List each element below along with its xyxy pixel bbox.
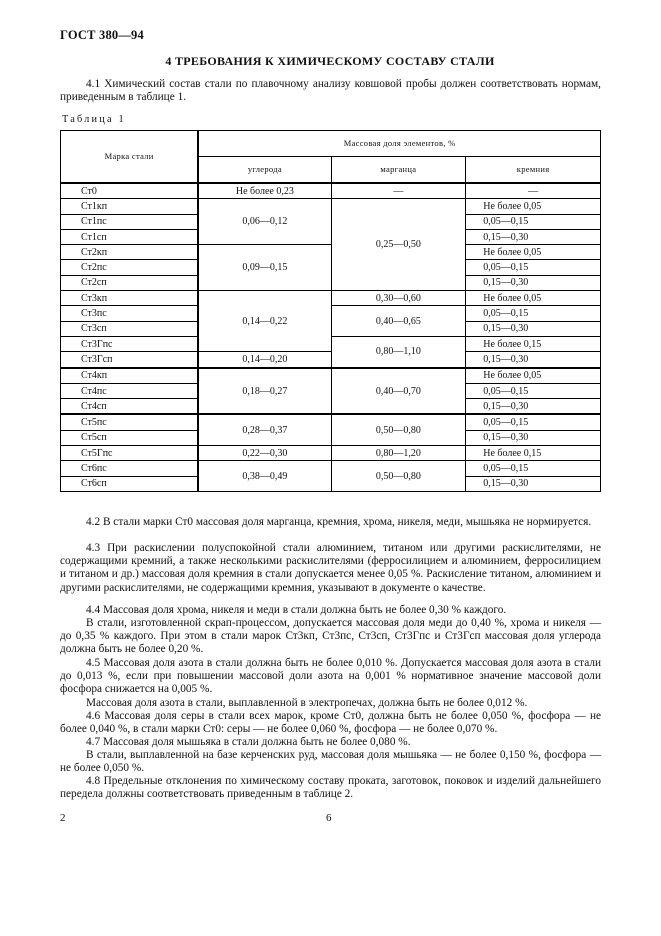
page-number: 6	[326, 812, 332, 824]
table-row	[61, 352, 601, 368]
grade-cell: Ст3кп	[61, 291, 199, 306]
silicon-cell: 0,05—0,15	[466, 260, 601, 275]
table-row	[61, 291, 601, 306]
table-row	[61, 368, 601, 384]
carbon-cell: 0,38—0,49	[198, 461, 331, 492]
silicon-cell: Не более 0,05	[466, 368, 601, 384]
grade-cell: Ст5пс	[61, 414, 199, 430]
silicon-cell: 0,05—0,15	[466, 461, 601, 476]
paragraph-4-3: 4.3 При раскислении полуспокойной стали алюминием, титаном или другими раскислителями, не содержащими кремний, а также несколькими раскислителями (ферросилицием и алюминием, ферросилицием и титаном и др.) массовая доля кремния в стали допускается менее 0,05 %. Раскисление титаном, алюминием и другими раскислителями, не содержащими кремния, указывают в документе о качестве.	[60, 542, 601, 594]
silicon-cell: 0,05—0,15	[466, 383, 601, 398]
carbon-cell: 0,22—0,30	[198, 446, 331, 461]
table-row	[61, 414, 601, 430]
grade-cell: Ст3Гсп	[61, 352, 199, 368]
paragraph-4-1: 4.1 Химический состав стали по плавочному анализу ковшовой пробы должен соответствовать нормам, приведенным в таблице 1.	[60, 78, 601, 104]
carbon-cell: Не более 0,23	[198, 183, 331, 199]
paragraph-4-7-kerch: В стали, выплавленной на базе керченских руд, массовая доля мышьяка — не более 0,150 %, фосфора — не более 0,050 %.	[60, 749, 601, 775]
manganese-cell: 0,80—1,20	[331, 446, 466, 461]
silicon-cell: —	[466, 183, 601, 199]
grade-cell: Ст3сп	[61, 321, 199, 336]
silicon-cell: 0,15—0,30	[466, 430, 601, 445]
grade-cell: Ст0	[61, 183, 199, 199]
table-row	[61, 199, 601, 214]
silicon-cell: 0,15—0,30	[466, 321, 601, 336]
paragraph-4-4: 4.4 Массовая доля хрома, никеля и меди в стали должна быть не более 0,30 % каждого.	[86, 604, 507, 616]
grade-cell: Ст5сп	[61, 430, 199, 445]
table-caption: Таблица 1	[62, 114, 126, 125]
grade-cell: Ст3пс	[61, 306, 199, 321]
grade-cell: Ст1пс	[61, 214, 199, 229]
carbon-cell: 0,28—0,37	[198, 414, 331, 445]
manganese-cell: 0,30—0,60	[331, 291, 466, 306]
manganese-cell: 0,50—0,80	[331, 414, 466, 445]
grade-cell: Ст3Гпс	[61, 336, 199, 351]
paragraph-4-2: 4.2 В стали марки Ст0 массовая доля марганца, кремния, хрома, никеля, меди, мышьяка не нормируется.	[86, 516, 592, 528]
footer-left-number: 2	[60, 812, 66, 824]
grade-cell: Ст6сп	[61, 476, 199, 491]
paragraph-4-8: 4.8 Предельные отклонения по химическому составу проката, заготовок, поковок и изделий дальнейшего передела должны соответствовать приведенным в таблице 2.	[60, 775, 601, 801]
silicon-cell: Не более 0,05	[466, 245, 601, 260]
silicon-cell: 0,15—0,30	[466, 275, 601, 290]
table-row	[61, 306, 601, 321]
header-carbon: углерода	[198, 157, 331, 184]
carbon-cell: 0,06—0,12	[198, 199, 331, 245]
silicon-cell: Не более 0,15	[466, 446, 601, 461]
table-row	[61, 336, 601, 351]
table-row	[61, 446, 601, 461]
carbon-cell: 0,09—0,15	[198, 245, 331, 291]
paragraph-4-4-scrap: В стали, изготовленной скрап-процессом, допускается массовая доля меди до 0,40 %, хрома и никеля — до 0,35 % каждого. При этом в стали марок Ст3кп, Ст3пс, Ст3сп, Ст3Гпс и Ст3Гсп массовая доля углерода должна быть не более 0,20 %.	[60, 617, 601, 656]
manganese-cell: —	[331, 183, 466, 199]
carbon-cell: 0,14—0,20	[198, 352, 331, 368]
grade-cell: Ст2кп	[61, 245, 199, 260]
chemical-composition-table	[60, 130, 601, 492]
silicon-cell: 0,15—0,30	[466, 229, 601, 244]
standard-code: ГОСТ 380—94	[60, 28, 144, 42]
silicon-cell: 0,05—0,15	[466, 306, 601, 321]
grade-cell: Ст4кп	[61, 368, 199, 384]
silicon-cell: 0,15—0,30	[466, 352, 601, 368]
silicon-cell: 0,15—0,30	[466, 399, 601, 415]
manganese-cell: 0,50—0,80	[331, 461, 466, 492]
paragraph-4-5: 4.5 Массовая доля азота в стали должна быть не более 0,010 %. Допускается массовая доля азота в стали до 0,013 %, если при повышении массовой доли азота на 0,001 % нормативное значение массовой доли фосфора снижается на 0,005 %.	[60, 657, 601, 696]
grade-cell: Ст4пс	[61, 383, 199, 398]
silicon-cell: 0,05—0,15	[466, 414, 601, 430]
silicon-cell: Не более 0,05	[466, 291, 601, 306]
silicon-cell: 0,15—0,30	[466, 476, 601, 491]
paragraph-4-6: 4.6 Массовая доля серы в стали всех марок, кроме Ст0, должна быть не более 0,050 %, фосфора — не более 0,040 %, в стали марки Ст0: серы — не более 0,060 %, фосфора — не более 0,070 %.	[60, 710, 601, 736]
grade-cell: Ст5Гпс	[61, 446, 199, 461]
grade-cell: Ст2сп	[61, 275, 199, 290]
silicon-cell: Не более 0,15	[466, 336, 601, 351]
table-row	[61, 245, 601, 260]
grade-cell: Ст1кп	[61, 199, 199, 214]
grade-cell: Ст2пс	[61, 260, 199, 275]
carbon-cell: 0,14—0,22	[198, 291, 331, 352]
header-silicon: кремния	[466, 157, 601, 184]
section-title: 4 ТРЕБОВАНИЯ К ХИМИЧЕСКОМУ СОСТАВУ СТАЛИ	[165, 54, 495, 68]
grade-cell: Ст1сп	[61, 229, 199, 244]
header-manganese: марганца	[331, 157, 466, 184]
table-row	[61, 461, 601, 476]
silicon-cell: Не более 0,05	[466, 199, 601, 214]
manganese-cell: 0,40—0,70	[331, 368, 466, 415]
grade-cell: Ст6пс	[61, 461, 199, 476]
silicon-cell: 0,05—0,15	[466, 214, 601, 229]
paragraph-4-5-electric: Массовая доля азота в стали, выплавленной в электропечах, должна быть не более 0,012 %.	[86, 697, 528, 709]
grade-cell: Ст4сп	[61, 399, 199, 415]
manganese-cell: 0,80—1,10	[331, 336, 466, 367]
manganese-cell: 0,40—0,65	[331, 306, 466, 337]
carbon-cell: 0,18—0,27	[198, 368, 331, 415]
paragraph-4-7: 4.7 Массовая доля мышьяка в стали должна быть не более 0,080 %.	[86, 736, 411, 748]
table-row	[61, 183, 601, 199]
header-grade: Марка стали	[61, 131, 199, 184]
manganese-cell: 0,25—0,50	[331, 199, 466, 291]
header-mass-fraction: Массовая доля элементов, %	[198, 131, 600, 157]
